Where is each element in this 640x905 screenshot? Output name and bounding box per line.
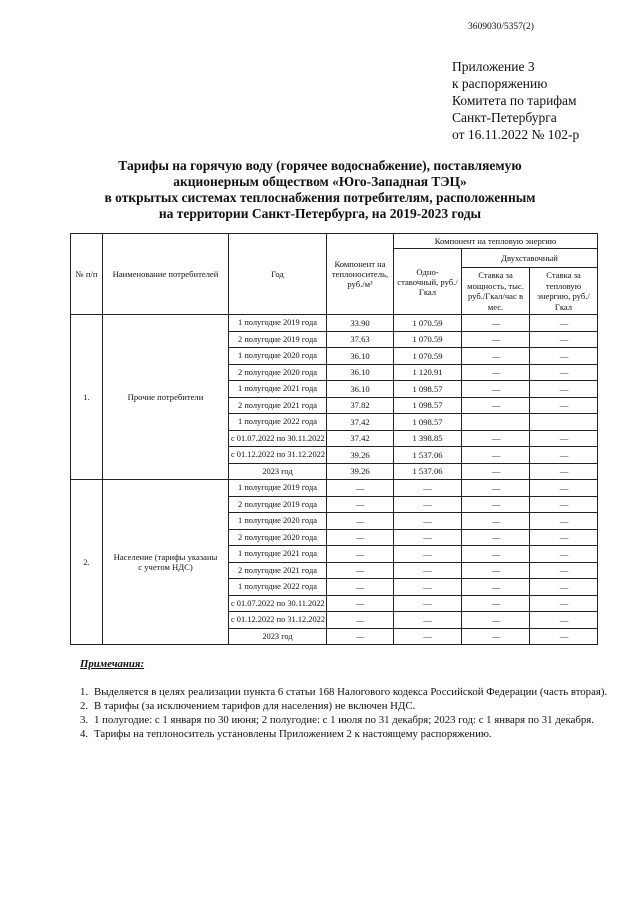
period-cell: 2 полугодие 2020 года	[229, 529, 327, 546]
note-number: 1.	[80, 686, 89, 698]
carrier-cell: 36.10	[327, 348, 394, 365]
carrier-cell: 37.42	[327, 414, 394, 431]
single-rate-cell: 1 537.06	[394, 463, 462, 480]
period-cell: 1 полугодие 2022 года	[229, 579, 327, 596]
group-number: 2.	[71, 480, 103, 645]
header-energy-group: Компонент на тепловую энергию	[394, 234, 598, 249]
capacity-rate-cell: —	[462, 595, 530, 612]
energy-rate-cell: —	[530, 430, 598, 447]
notes-section	[80, 657, 620, 741]
single-rate-cell: 1 098.57	[394, 414, 462, 431]
energy-rate-cell: —	[530, 496, 598, 513]
consumer-name: Прочие потребители	[103, 315, 229, 480]
capacity-rate-cell: —	[462, 315, 530, 332]
carrier-cell: —	[327, 595, 394, 612]
tariff-table-body	[71, 315, 598, 645]
note-item	[80, 713, 620, 727]
carrier-cell: —	[327, 612, 394, 629]
header-year: Год	[229, 234, 327, 315]
energy-rate-cell: —	[530, 529, 598, 546]
carrier-cell: —	[327, 562, 394, 579]
note-text: В тарифы (за исключением тарифов для населения) не включен НДС.	[94, 700, 416, 712]
appendix-line: к распоряжению	[452, 76, 548, 91]
energy-rate-cell: —	[530, 381, 598, 398]
period-cell: 1 полугодие 2021 года	[229, 381, 327, 398]
period-cell: 2 полугодие 2021 года	[229, 397, 327, 414]
header-two-rate: Двухставочный	[462, 249, 598, 268]
period-cell: 2023 год	[229, 463, 327, 480]
capacity-rate-cell: —	[462, 562, 530, 579]
carrier-cell: —	[327, 496, 394, 513]
energy-rate-cell: —	[530, 612, 598, 629]
carrier-cell: —	[327, 529, 394, 546]
energy-rate-cell: —	[530, 480, 598, 497]
energy-rate-cell: —	[530, 513, 598, 530]
appendix-line: Комитета по тарифам	[452, 93, 577, 108]
energy-rate-cell	[530, 414, 598, 431]
carrier-cell: 37.82	[327, 397, 394, 414]
capacity-rate-cell: —	[462, 579, 530, 596]
energy-rate-cell: —	[530, 397, 598, 414]
note-item	[80, 727, 620, 741]
single-rate-cell: —	[394, 546, 462, 563]
carrier-cell: —	[327, 513, 394, 530]
carrier-cell: —	[327, 546, 394, 563]
title-line: акционерным обществом «Юго-Западная ТЭЦ»	[173, 174, 467, 189]
single-rate-cell: —	[394, 480, 462, 497]
single-rate-cell: —	[394, 579, 462, 596]
capacity-rate-cell: —	[462, 612, 530, 629]
document-id: 3609030/5357(2)	[468, 22, 534, 32]
energy-rate-cell: —	[530, 463, 598, 480]
appendix-block	[452, 58, 579, 143]
capacity-rate-cell: —	[462, 529, 530, 546]
note-number: 4.	[80, 728, 89, 740]
note-text: Выделяется в целях реализации пункта 6 статьи 168 Налогового кодекса Российской Федерации (часть вторая).	[94, 686, 608, 698]
single-rate-cell: 1 070.59	[394, 348, 462, 365]
header-capacity-rate: Ставка за мощность, тыс. руб./Гкал/час в мес.	[462, 268, 530, 315]
capacity-rate-cell: —	[462, 364, 530, 381]
carrier-cell: 33.90	[327, 315, 394, 332]
energy-rate-cell: —	[530, 364, 598, 381]
energy-rate-cell: —	[530, 315, 598, 332]
header-num: № п/п	[71, 234, 103, 315]
capacity-rate-cell: —	[462, 480, 530, 497]
header-consumer: Наименование потребителей	[103, 234, 229, 315]
carrier-cell: 39.26	[327, 463, 394, 480]
carrier-cell: 39.26	[327, 447, 394, 464]
document-title	[70, 158, 570, 222]
capacity-rate-cell: —	[462, 430, 530, 447]
capacity-rate-cell: —	[462, 513, 530, 530]
capacity-rate-cell: —	[462, 628, 530, 645]
capacity-rate-cell: —	[462, 463, 530, 480]
appendix-line: Санкт-Петербурга	[452, 110, 557, 125]
period-cell: 2 полугодие 2019 года	[229, 331, 327, 348]
single-rate-cell: —	[394, 529, 462, 546]
carrier-cell: —	[327, 579, 394, 596]
energy-rate-cell: —	[530, 562, 598, 579]
period-cell: с 01.12.2022 по 31.12.2022	[229, 447, 327, 464]
capacity-rate-cell: —	[462, 447, 530, 464]
capacity-rate-cell: —	[462, 397, 530, 414]
notes-title: Примечания:	[80, 658, 145, 670]
title-line: в открытых системах теплоснабжения потребителям, расположенным	[104, 190, 536, 205]
energy-rate-cell: —	[530, 546, 598, 563]
single-rate-cell: —	[394, 628, 462, 645]
header-energy-rate: Ставка за тепловую энергию, руб./Гкал	[530, 268, 598, 315]
period-cell: 1 полугодие 2019 года	[229, 480, 327, 497]
single-rate-cell: 1 098.57	[394, 381, 462, 398]
single-rate-cell: —	[394, 595, 462, 612]
consumer-name: Население (тарифы указаны с учетом НДС)	[103, 480, 229, 645]
single-rate-cell: —	[394, 612, 462, 629]
period-cell: 2 полугодие 2021 года	[229, 562, 327, 579]
table-row	[71, 480, 598, 497]
group-number: 1.	[71, 315, 103, 480]
carrier-cell: 37.63	[327, 331, 394, 348]
single-rate-cell: 1 398.85	[394, 430, 462, 447]
energy-rate-cell: —	[530, 447, 598, 464]
note-number: 2.	[80, 700, 89, 712]
header-single-rate: Одно-ставочный, руб./Гкал	[394, 249, 462, 315]
capacity-rate-cell: —	[462, 348, 530, 365]
period-cell: с 01.12.2022 по 31.12.2022	[229, 612, 327, 629]
title-line: Тарифы на горячую воду (горячее водоснабжение), поставляемую	[118, 158, 522, 173]
carrier-cell: 36.10	[327, 364, 394, 381]
note-number: 3.	[80, 714, 89, 726]
energy-rate-cell: —	[530, 331, 598, 348]
capacity-rate-cell: —	[462, 546, 530, 563]
single-rate-cell: 1 070.59	[394, 315, 462, 332]
period-cell: 2023 год	[229, 628, 327, 645]
capacity-rate-cell: —	[462, 381, 530, 398]
single-rate-cell: —	[394, 562, 462, 579]
single-rate-cell: —	[394, 513, 462, 530]
note-text: 1 полугодие: с 1 января по 30 июня; 2 полугодие: с 1 июля по 31 декабря; 2023 год: с 1 января по 31 декабря.	[94, 714, 594, 726]
carrier-cell: —	[327, 628, 394, 645]
appendix-line: Приложение 3	[452, 59, 535, 74]
single-rate-cell: 1 537.06	[394, 447, 462, 464]
title-line: на территории Санкт-Петербурга, на 2019-2023 годы	[158, 206, 482, 221]
single-rate-cell: 1 120.91	[394, 364, 462, 381]
note-text: Тарифы на теплоноситель установлены Приложением 2 к настоящему распоряжению.	[94, 728, 492, 740]
period-cell: 1 полугодие 2020 года	[229, 348, 327, 365]
carrier-cell: 36.10	[327, 381, 394, 398]
appendix-line: от 16.11.2022 № 102-р	[452, 127, 580, 142]
note-item	[80, 685, 620, 699]
capacity-rate-cell: —	[462, 496, 530, 513]
energy-rate-cell: —	[530, 595, 598, 612]
header-carrier: Компонент на теплоноситель, руб./м³	[327, 234, 394, 315]
period-cell: 2 полугодие 2020 года	[229, 364, 327, 381]
single-rate-cell: —	[394, 496, 462, 513]
period-cell: 2 полугодие 2019 года	[229, 496, 327, 513]
carrier-cell: 37.42	[327, 430, 394, 447]
capacity-rate-cell	[462, 414, 530, 431]
period-cell: 1 полугодие 2020 года	[229, 513, 327, 530]
energy-rate-cell: —	[530, 348, 598, 365]
capacity-rate-cell: —	[462, 331, 530, 348]
period-cell: с 01.07.2022 по 30.11.2022	[229, 430, 327, 447]
period-cell: 1 полугодие 2021 года	[229, 546, 327, 563]
table-row	[71, 315, 598, 332]
single-rate-cell: 1 070.59	[394, 331, 462, 348]
tariff-table	[70, 233, 598, 645]
period-cell: с 01.07.2022 по 30.11.2022	[229, 595, 327, 612]
period-cell: 1 полугодие 2022 года	[229, 414, 327, 431]
energy-rate-cell: —	[530, 579, 598, 596]
note-item	[80, 699, 620, 713]
energy-rate-cell: —	[530, 628, 598, 645]
single-rate-cell: 1 098.57	[394, 397, 462, 414]
period-cell: 1 полугодие 2019 года	[229, 315, 327, 332]
carrier-cell: —	[327, 480, 394, 497]
